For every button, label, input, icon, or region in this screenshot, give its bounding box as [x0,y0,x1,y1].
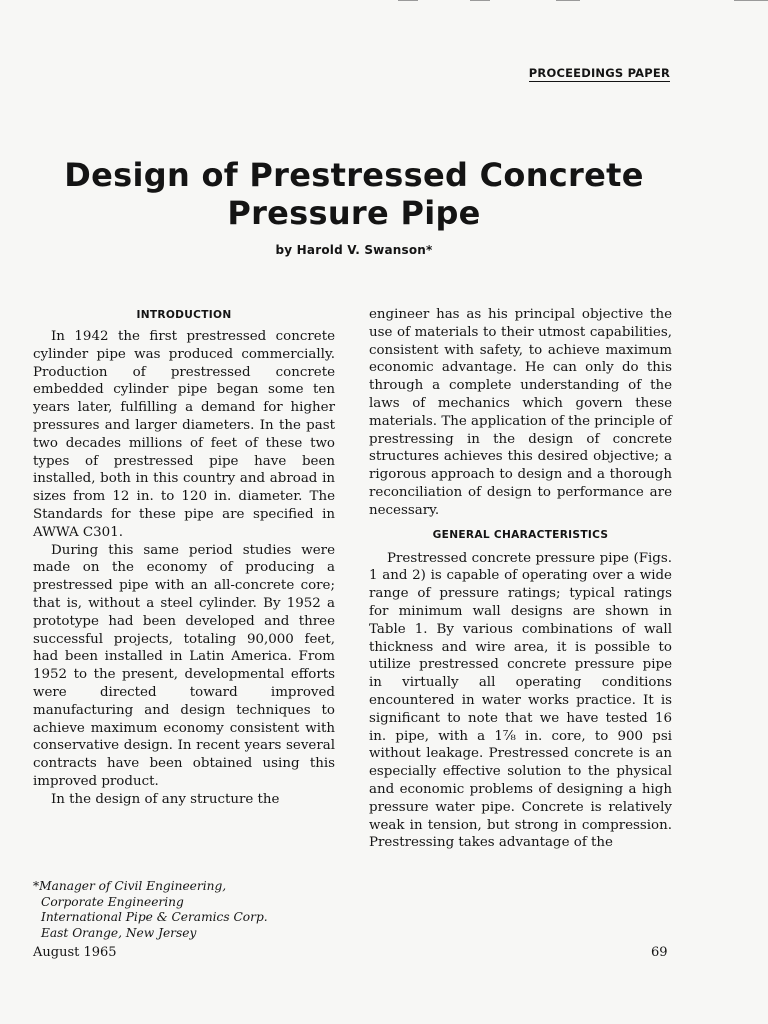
footnote-line: International Pipe & Ceramics Corp. [41,910,268,925]
page-number: 69 [651,945,668,960]
footnote-line: Corporate Engineering [41,894,184,909]
scan-artifact-line [470,0,490,1]
general-characteristics-heading: GENERAL CHARACTERISTICS [432,528,609,541]
introduction-heading: INTRODUCTION [136,309,232,321]
left-column [33,308,335,809]
footnote-line: East Orange, New Jersey [41,925,197,940]
right-column [369,306,672,852]
title-line-2: Pressure Pipe [227,194,481,232]
intro-paragraph-1: In 1942 the first prestressed concrete cylinder pipe was produced commercially. Production of prestressed concrete embedded cylinder pipe began some ten years later, fulfilling a demand for higher pressures and larger diameters. In the past two decades millions of feet of these two types of prestressed pipe have been installed, both in this country and abroad in sizes from 12 in. to 120 in. diameter. The Standards for these pipe are specified in AWWA C301. [33,329,335,540]
scan-artifact-line [398,0,418,1]
paper-title [0,156,708,232]
scan-artifact-line [556,0,580,1]
title-line-1: Design of Prestressed Concrete [64,156,644,194]
scan-artifact-line [734,0,768,1]
characteristics-paragraph: Prestressed concrete pressure pipe (Figs. 1 and 2) is capable of operating over a wide range of pressure ratings; typical ratings for minimum wall designs are shown in Table 1. By various combinations of wall thickness and wire area, it is possible to utilize prestressed concrete pressure pipe in virtually all operating conditions encountered in water works practice. It is significant to note that we have tested 16 in. pipe, with a 1⅞ in. core, to 900 psi without leakage. Prestressed concrete is an especially effective solution to the physical and economic problems of designing a high pressure water pipe. Concrete is relatively weak in tension, but strong in compression. Prestressing takes advantage of the [369,550,672,851]
proceedings-paper-label: PROCEEDINGS PAPER [528,66,670,80]
continued-paragraph: engineer has as his principal objective the use of materials to their utmost capabilities, consistent with safety, to achieve maximum economic advantage. He can only do this through a complete understanding of the laws of mechanics which govern these materials. The application of the principle of prestressing in the design of concrete structures achieves this desired objective; a rigorous approach to design and a thorough reconciliation of design to performance are necessary. [369,307,673,518]
publication-date: August 1965 [33,945,117,960]
intro-paragraph-3: In the design of any structure the [51,791,280,807]
author-byline: by Harold V. Swanson* [275,243,433,257]
intro-paragraph-2: During this same period studies were made on the economy of producing a prestressed pipe with an all-concrete core; that is, without a steel cylinder. By 1952 a prototype had been developed and three successful projects, totaling 90,000 feet, had been installed in Latin America. From 1952 to the present, developmental efforts were directed toward improved manufacturing and design techniques to achieve maximum economy consistent with conservative design. In recent years several contracts have been obtained using this improved product. [33,542,335,789]
author-footnote [33,879,333,941]
footnote-line: *Manager of Civil Engineering, [33,879,227,893]
